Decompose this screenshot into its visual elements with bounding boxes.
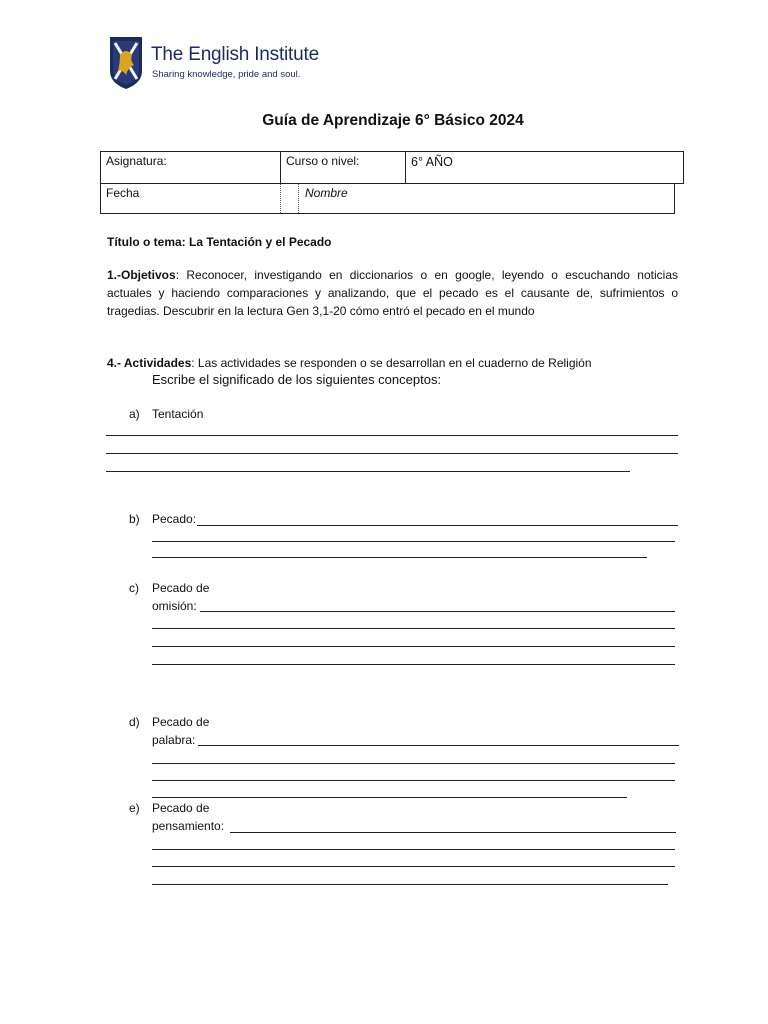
divider	[298, 184, 299, 213]
answer-line-d[interactable]	[152, 763, 675, 764]
item-c-label-2: omisión:	[152, 599, 197, 613]
item-d-letter: d)	[129, 715, 140, 729]
page-title: Guía de Aprendizaje 6° Básico 2024	[262, 112, 524, 129]
answer-line-c[interactable]	[152, 646, 675, 647]
institute-name: The English Institute	[151, 44, 319, 65]
name-label: Nombre	[305, 186, 348, 200]
objectives-text: : Reconocer, investigando en diccionarios o en google, leyendo o escuchando noticias actuales y haciendo comparaciones y analizando, que el pecado es el causante de, sufrimientos o tragedias. Descubrir en la lectura Gen 3,1-20 cómo entró el pecado en el mundo	[107, 268, 678, 318]
activities	[107, 354, 592, 372]
item-e-label: Pecado de	[152, 801, 210, 815]
topic	[107, 233, 332, 251]
course-label: Curso o nivel:	[286, 154, 360, 168]
item-a-label: Tentación	[152, 407, 204, 421]
answer-line-d[interactable]	[152, 780, 675, 781]
answer-line-d[interactable]	[198, 745, 679, 746]
answer-line-c[interactable]	[200, 611, 675, 612]
date-name-row	[100, 183, 675, 214]
answer-line-d[interactable]	[152, 797, 627, 798]
topic-value: La Tentación y el Pecado	[189, 235, 332, 249]
answer-line-a[interactable]	[106, 435, 678, 436]
item-d-label: Pecado de	[152, 715, 210, 729]
answer-line-e[interactable]	[230, 832, 676, 833]
item-b-letter: b)	[129, 512, 140, 526]
topic-label: Título o tema:	[107, 235, 186, 249]
date-label: Fecha	[106, 186, 140, 200]
answer-line-a[interactable]	[106, 453, 678, 454]
activities-text: : Las actividades se responden o se desarrollan en el cuaderno de Religión	[191, 356, 592, 370]
item-d-label-2: palabra:	[152, 733, 196, 747]
divider	[280, 184, 281, 213]
item-a-letter: a)	[129, 407, 140, 421]
activities-instruction: Escribe el significado de los siguientes conceptos:	[152, 372, 442, 387]
answer-line-a[interactable]	[106, 471, 630, 472]
answer-line-b[interactable]	[152, 557, 647, 558]
answer-line-e[interactable]	[152, 884, 668, 885]
item-c-label: Pecado de	[152, 581, 210, 595]
activities-label: 4.- Actividades	[107, 356, 192, 370]
subject-label: Asignatura:	[106, 154, 167, 168]
objectives-label: 1.-Objetivos	[107, 268, 176, 282]
answer-line-e[interactable]	[152, 866, 675, 867]
institute-logo	[108, 35, 144, 91]
answer-line-e[interactable]	[152, 849, 675, 850]
item-e-letter: e)	[129, 801, 140, 815]
course-value: 6° AÑO	[411, 155, 453, 169]
objectives	[107, 266, 678, 320]
item-e-label-2: pensamiento:	[152, 819, 225, 833]
item-b-label: Pecado:	[152, 512, 197, 526]
answer-line-b[interactable]	[152, 541, 675, 542]
answer-line-c[interactable]	[152, 664, 675, 665]
item-c-letter: c)	[129, 581, 139, 595]
answer-line-c[interactable]	[152, 628, 675, 629]
institute-tagline: Sharing knowledge, pride and soul.	[152, 69, 301, 80]
answer-line-b[interactable]	[197, 525, 678, 526]
